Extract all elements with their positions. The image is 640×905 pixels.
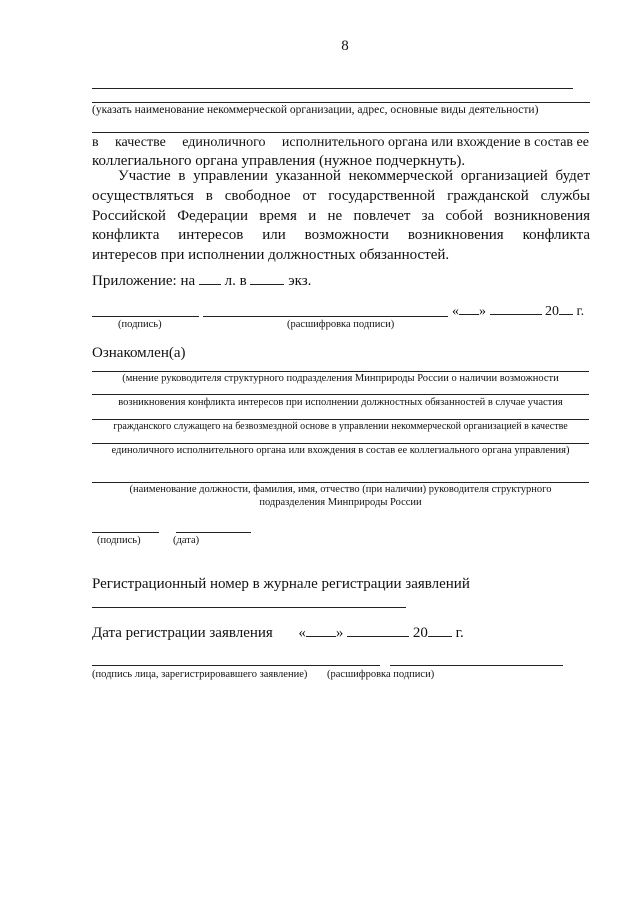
appendix-copies: экз. (288, 273, 312, 289)
sig-year-suffix: г. (576, 304, 585, 319)
reg-day-blank (306, 622, 336, 637)
reg-quote-open: « (298, 625, 306, 641)
org-hint-caption: (указать наименование некоммерческой организации, адрес, основные виды деятельности) (92, 104, 539, 116)
capacity-word-1: в (92, 135, 99, 150)
head-date-caption: (дата) (173, 535, 200, 546)
reg-quote-close: » (335, 625, 344, 641)
signature-caption: (подпись) (118, 319, 162, 330)
opinion-caption-2: возникновения конфликта интересов при исполнении должностных обязанностей в случае участия (118, 397, 563, 408)
sig-year-blank (559, 300, 573, 315)
head-caption-2: подразделения Минприроды России (259, 497, 422, 508)
sig-quote-open: « (452, 304, 459, 319)
acquainted-label: Ознакомлен(а) (92, 345, 186, 361)
reg-date-line (92, 622, 464, 643)
reg-year-suffix: г. (455, 625, 464, 641)
participation-line-2: осуществляться в свободное от государственной гражданской службы (92, 188, 590, 204)
head-signature-blank (92, 532, 159, 533)
opinion-caption-1: (мнение руководителя структурного подразделения Минприроды России о наличии возможности (122, 373, 559, 384)
reg-year-blank (428, 622, 452, 637)
head-date-blank (176, 532, 251, 533)
appendix-on: на (180, 273, 196, 289)
appendix-label: Приложение: (92, 273, 177, 289)
opinion-line-4 (92, 443, 589, 444)
sig-day-blank (459, 300, 479, 315)
head-caption-1: (наименование должности, фамилия, имя, отчество (при наличии) руководителя структурного (129, 484, 552, 495)
signature-blank (92, 316, 199, 317)
capacity-word-3: единоличного (182, 135, 266, 150)
appendix-sheets-blank (199, 270, 221, 285)
head-signature-caption: (подпись) (97, 535, 141, 546)
sig-year-prefix: 20 (545, 304, 559, 319)
reg-year-prefix: 20 (412, 625, 428, 641)
registrar-decode-blank (390, 665, 563, 666)
appendix-sheets: л. в (224, 273, 247, 289)
reg-date-label: Дата регистрации заявления (92, 625, 273, 641)
opinion-line-3 (92, 419, 589, 420)
head-line (92, 482, 589, 483)
opinion-line-1 (92, 371, 589, 372)
signature-date (452, 300, 584, 322)
page-number: 8 (341, 38, 349, 54)
opinion-caption-4: единоличного исполнительного органа или вхождения в состав ее коллегиального органа управления) (111, 445, 570, 456)
capacity-line (92, 133, 589, 153)
appendix-line (92, 270, 311, 291)
capacity-word-4: исполнительного органа или вхождение в состав ее (281, 135, 589, 150)
org-line-1 (92, 88, 573, 89)
appendix-copies-blank (250, 270, 284, 285)
decode-caption: (расшифровка подписи) (287, 319, 395, 330)
capacity-word-2: качестве (114, 135, 166, 150)
participation-line-4: конфликта интересов или возможности возникновения конфликта (92, 227, 590, 243)
reg-month-blank (347, 622, 409, 637)
participation-line-5: интересов при исполнении должностных обязанностей. (92, 247, 450, 263)
registrar-caption: (подпись лица, зарегистрировавшего заявление) (92, 669, 308, 680)
capacity-line-2: коллегиального органа управления (нужное подчеркнуть). (92, 153, 466, 169)
opinion-line-2 (92, 394, 589, 395)
sig-quote-close: » (479, 304, 486, 319)
reg-number-label: Регистрационный номер в журнале регистрации заявлений (92, 576, 470, 592)
registrar-decode-caption: (расшифровка подписи) (327, 669, 435, 680)
reg-number-blank (92, 607, 406, 608)
participation-line-1: Участие в управлении указанной некоммерческой организацией будет (118, 168, 590, 184)
opinion-caption-3: гражданского служащего на безвозмездной основе в управлении некоммерческой организацией в качестве (113, 421, 568, 432)
registrar-signature-blank (92, 665, 380, 666)
sig-month-blank (490, 300, 542, 315)
org-line-2 (92, 102, 590, 103)
participation-line-3: Российской Федерации время и не повлечет за собой возникновения (92, 208, 590, 224)
decode-blank (203, 316, 448, 317)
